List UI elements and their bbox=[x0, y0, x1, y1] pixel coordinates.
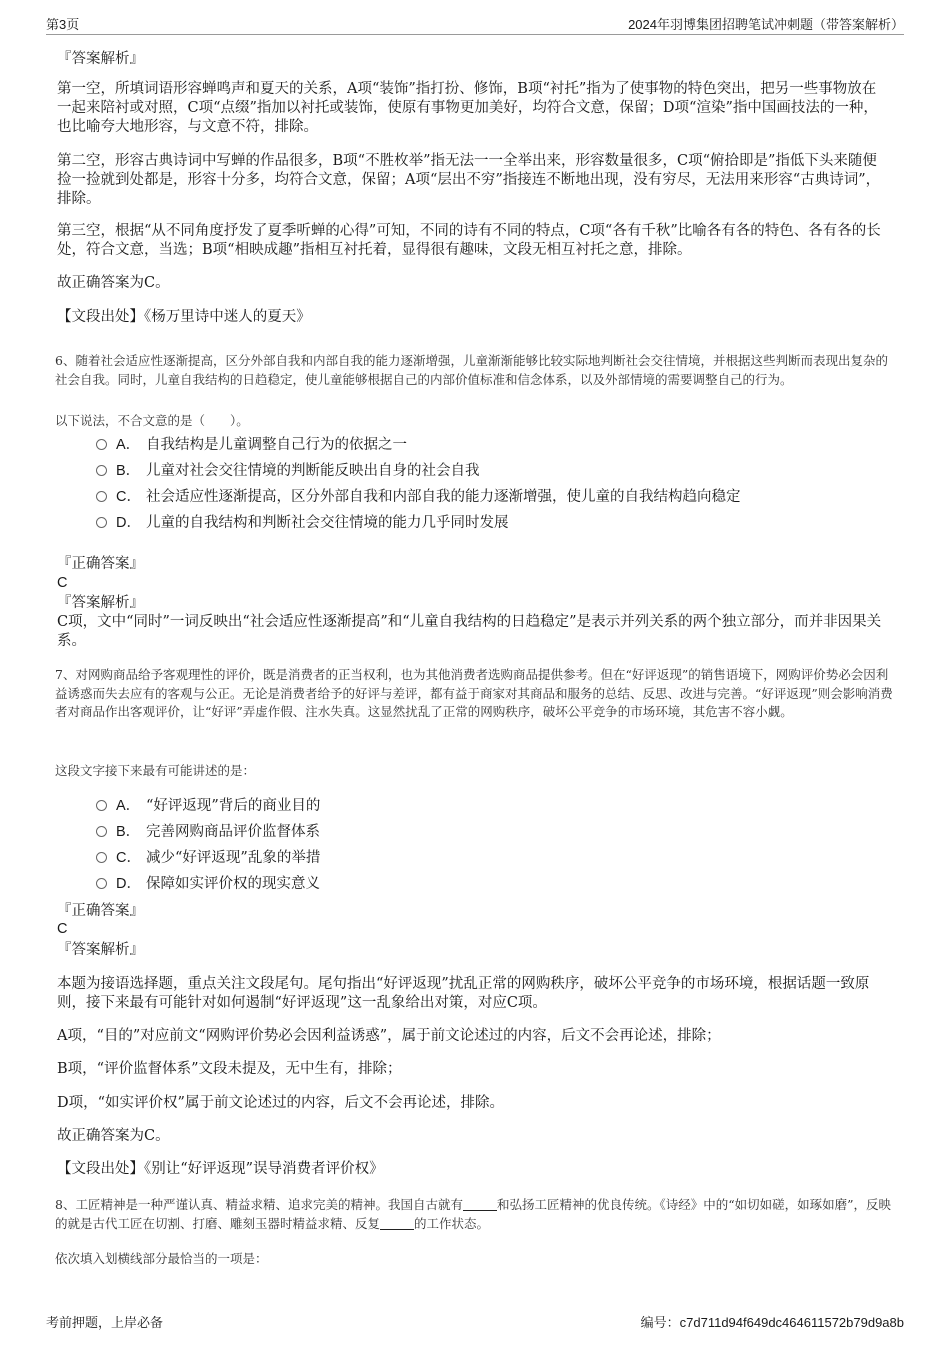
radio-button[interactable] bbox=[96, 465, 107, 476]
radio-button[interactable] bbox=[96, 852, 107, 863]
stem-text: 8、工匠精神是一种严谨认真、精益求精、追求完美的精神。我国自古就有 bbox=[55, 1197, 463, 1212]
code-value: c7d711d94f649dc464611572b79d9a8b bbox=[679, 1315, 904, 1330]
analysis-paragraph: A项，“目的”对应前文“网购评价势必会因利益诱惑”，属于前文论述过的内容，后文不会再论述，排除； bbox=[57, 1028, 721, 1044]
option-text: 减少“好评返现”乱象的举措 bbox=[146, 850, 321, 866]
page-header bbox=[46, 12, 904, 35]
text-source: 【文段出处】《杨万里诗中迷人的夏天》 bbox=[57, 309, 311, 325]
option-text: 自我结构是儿童调整自己行为的依据之一 bbox=[146, 437, 407, 453]
code-label: 编号： bbox=[640, 1315, 680, 1330]
page-number: 第3页 bbox=[46, 17, 80, 32]
answer-conclusion: 故正确答案为C。 bbox=[57, 1128, 170, 1144]
option-text: 社会适应性逐渐提高，区分外部自我和内部自我的能力逐渐增强，使儿童的自我结构趋向稳定 bbox=[146, 489, 741, 505]
correct-answer-label: 『正确答案』 bbox=[57, 903, 144, 919]
correct-answer: C bbox=[57, 921, 68, 937]
correct-answer-label: 『正确答案』 bbox=[57, 556, 144, 572]
radio-button[interactable] bbox=[96, 517, 107, 528]
page-footer bbox=[46, 1312, 904, 1332]
option-text: 保障如实评价权的现实意义 bbox=[146, 876, 320, 892]
option-a[interactable] bbox=[96, 796, 320, 816]
document-code bbox=[641, 1312, 904, 1331]
radio-button[interactable] bbox=[96, 439, 107, 450]
option-text: 儿童的自我结构和判断社会交往情境的能力几乎同时发展 bbox=[146, 515, 509, 531]
correct-answer: C bbox=[57, 575, 68, 591]
option-c[interactable] bbox=[96, 848, 320, 868]
radio-button[interactable] bbox=[96, 800, 107, 811]
question-stem bbox=[55, 1196, 895, 1233]
analysis-label: 『答案解析』 bbox=[57, 595, 144, 611]
stem-text: 和弘扬工匠精神的优良传统。《诗经》中的“如切如磋，如琢如磨”，反映的就是古代工匠在切割、打磨、雕刻玉器时精益求精、反复 bbox=[55, 1197, 892, 1231]
option-letter: D． bbox=[116, 876, 141, 892]
option-text: 儿童对社会交往情境的判断能反映出自身的社会自我 bbox=[146, 463, 480, 479]
option-letter: C． bbox=[116, 489, 141, 505]
analysis-paragraph: 第三空，根据“从不同角度抒发了夏季听蝉的心得”可知，不同的诗有不同的特点，C项“各有千秋”比喻各有各的特色、各有各的长处，符合文意，当选；B项“相映成趣”指相互衬托着，显得很有趣味，文段无相互衬托之意，排除。 bbox=[57, 223, 881, 258]
question-prompt: 这段文字接下来最有可能讲述的是： bbox=[55, 763, 256, 778]
analysis-paragraph: D项，“如实评价权”属于前文论述过的内容，后文不会再论述，排除。 bbox=[57, 1095, 504, 1111]
question-prompt: 依次填入划横线部分最恰当的一项是： bbox=[55, 1251, 268, 1266]
stem-text: 的工作状态。 bbox=[414, 1215, 490, 1231]
option-text: “好评返现”背后的商业目的 bbox=[146, 798, 321, 814]
option-a[interactable] bbox=[96, 435, 407, 455]
analysis-label: 『答案解析』 bbox=[57, 51, 144, 67]
option-letter: B． bbox=[116, 463, 141, 479]
option-b[interactable] bbox=[96, 822, 320, 842]
footer-slogan: 考前押题，上岸必备 bbox=[46, 1315, 164, 1330]
option-letter: C． bbox=[116, 850, 141, 866]
option-letter: B． bbox=[116, 824, 141, 840]
radio-button[interactable] bbox=[96, 826, 107, 837]
option-text: 完善网购商品评价监督体系 bbox=[146, 824, 320, 840]
analysis-paragraph: C项，文中“同时”一词反映出“社会适应性逐渐提高”和“儿童自我结构的日趋稳定”是表示并列关系的两个独立部分，而并非因果关系。 bbox=[57, 614, 882, 649]
analysis-paragraph: 第一空，所填词语形容蝉鸣声和夏天的关系，A项“装饰”指打扮、修饰，B项“衬托”指为了使事物的特色突出，把另一些事物放在一起来陪衬或对照，C项“点缀”指加以衬托或装饰，使原有事物更加美好，均符合文意，保留；D项“渲染”指中国画技法的一种，也比喻夸大地形容，与文意不符，排除。 bbox=[57, 81, 878, 135]
option-d[interactable] bbox=[96, 874, 320, 894]
option-letter: D． bbox=[116, 515, 141, 531]
option-letter: A． bbox=[116, 798, 141, 814]
analysis-label: 『答案解析』 bbox=[57, 942, 144, 958]
radio-button[interactable] bbox=[96, 491, 107, 502]
option-letter: A． bbox=[116, 437, 141, 453]
text-source: 【文段出处】《别让“好评返现”误导消费者评价权》 bbox=[57, 1161, 384, 1177]
fill-blank bbox=[380, 1217, 414, 1230]
question-stem: 6、随着社会适应性逐渐提高，区分外部自我和内部自我的能力逐渐增强，儿童渐渐能够比较实际地判断社会交往情境，并根据这些判断而表现出复杂的社会自我。同时，儿童自我结构的日趋稳定，使儿童能够根据自己的内部价值标准和信念体系，以及外部情境的需要调整自己的行为。 bbox=[55, 353, 888, 387]
analysis-paragraph: 本题为接语选择题，重点关注文段尾句。尾句指出“好评返现”扰乱正常的网购秩序，破坏公平竞争的市场环境，根据话题一致原则，接下来最有可能针对如何遏制“好评返现”这一乱象给出对策，对应C项。 bbox=[57, 976, 870, 1011]
question-stem: 7、对网购商品给予客观理性的评价，既是消费者的正当权利，也为其他消费者选购商品提供参考。但在“好评返现”的销售语境下，网购评价势必会因利益诱惑而失去应有的客观与公正。无论是消费者给予的好评与差评，都有益于商家对其商品和服务的总结、反思、改进与完善。“好评返现”则会影响消费者对商品作出客观评价，让“好评”弄虚作假、注水失真。这显然扰乱了正常的网购秩序，破坏公平竞争的市场环境，其危害不容小觑。 bbox=[55, 667, 893, 719]
document-title: 2024年羽博集团招聘笔试冲刺题（带答案解析） bbox=[628, 17, 904, 32]
answer-conclusion: 故正确答案为C。 bbox=[57, 275, 170, 291]
question-prompt: 以下说法，不合文意的是（ ）。 bbox=[55, 413, 249, 428]
radio-button[interactable] bbox=[96, 878, 107, 889]
fill-blank bbox=[463, 1198, 497, 1211]
option-b[interactable] bbox=[96, 461, 480, 481]
analysis-paragraph: 第二空，形容古典诗词中写蝉的作品很多，B项“不胜枚举”指无法一一全举出来，形容数量很多，C项“俯拾即是”指低下头来随便捡一捡就到处都是，形容十分多，均符合文意，保留；A项“层出不穷”指接连不断地出现，没有穷尽，无法用来形容“古典诗词”，排除。 bbox=[57, 153, 881, 207]
analysis-paragraph: B项，“评价监督体系”文段未提及，无中生有，排除； bbox=[57, 1061, 402, 1077]
option-c[interactable] bbox=[96, 487, 741, 507]
option-d[interactable] bbox=[96, 513, 509, 533]
